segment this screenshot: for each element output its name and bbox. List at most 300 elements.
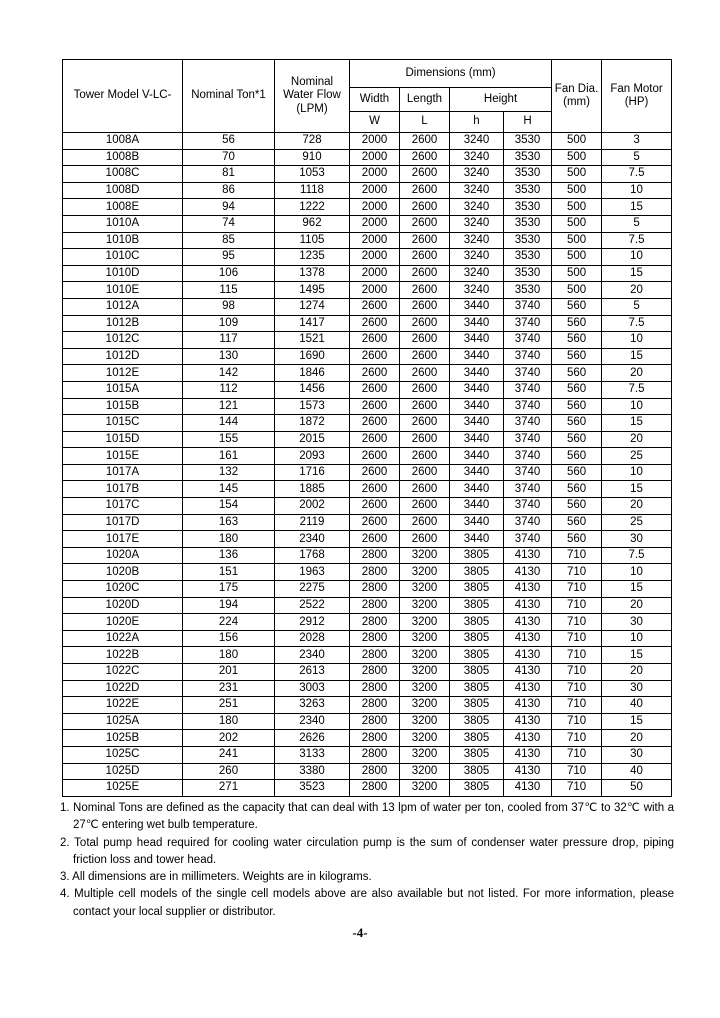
header-h-low: h [450,112,504,133]
cell-model: 1012D [63,348,183,365]
cell-water-flow: 1885 [275,481,350,498]
cell-length: 3200 [400,713,450,730]
cell-length: 3200 [400,564,450,581]
cell-height-H: 3530 [504,232,552,249]
cell-model: 1020A [63,547,183,564]
header-water-flow: Nominal Water Flow (LPM) [275,60,350,133]
cell-width: 2800 [350,614,400,631]
table-row [63,215,672,232]
cell-fan-motor: 20 [602,431,672,448]
cell-height-h: 3440 [450,381,504,398]
cell-fan-dia: 560 [552,398,602,415]
header-nominal-ton: Nominal Ton*1 [183,60,275,133]
table-row [63,664,672,681]
cell-model: 1010B [63,232,183,249]
cell-nominal-ton: 180 [183,531,275,548]
cell-height-H: 4130 [504,564,552,581]
cell-fan-motor: 15 [602,348,672,365]
table-row [63,166,672,183]
cell-height-h: 3440 [450,398,504,415]
cell-fan-motor: 20 [602,664,672,681]
cell-nominal-ton: 231 [183,680,275,697]
cell-width: 2000 [350,265,400,282]
table-row [63,713,672,730]
cell-height-H: 4130 [504,597,552,614]
cell-fan-motor: 20 [602,282,672,299]
cell-fan-motor: 15 [602,481,672,498]
cell-height-h: 3240 [450,282,504,299]
cell-model: 1012C [63,332,183,349]
cell-fan-motor: 15 [602,581,672,598]
cell-length: 3200 [400,547,450,564]
cell-height-h: 3240 [450,133,504,150]
cell-height-h: 3805 [450,597,504,614]
cell-height-h: 3440 [450,415,504,432]
cell-model: 1020E [63,614,183,631]
cell-length: 2600 [400,498,450,515]
cell-nominal-ton: 95 [183,249,275,266]
cell-length: 2600 [400,431,450,448]
cell-length: 2600 [400,448,450,465]
cell-water-flow: 2613 [275,664,350,681]
cell-width: 2600 [350,332,400,349]
table-row [63,282,672,299]
cell-fan-dia: 500 [552,199,602,216]
cell-width: 2000 [350,215,400,232]
cell-height-H: 3740 [504,365,552,382]
cell-model: 1017C [63,498,183,515]
cell-fan-motor: 20 [602,365,672,382]
cell-length: 2600 [400,315,450,332]
cell-width: 2600 [350,298,400,315]
cell-model: 1010C [63,249,183,266]
cell-width: 2000 [350,166,400,183]
cell-model: 1017E [63,531,183,548]
cell-water-flow: 1378 [275,265,350,282]
cell-model: 1025B [63,730,183,747]
cell-height-h: 3440 [450,514,504,531]
cell-model: 1022B [63,647,183,664]
cell-height-h: 3440 [450,431,504,448]
cell-width: 2800 [350,697,400,714]
cell-nominal-ton: 161 [183,448,275,465]
cell-width: 2000 [350,249,400,266]
cell-length: 3200 [400,664,450,681]
cell-fan-dia: 710 [552,547,602,564]
cell-height-h: 3805 [450,614,504,631]
cell-water-flow: 2340 [275,647,350,664]
cell-model: 1015D [63,431,183,448]
cell-fan-dia: 560 [552,381,602,398]
table-row [63,614,672,631]
cell-water-flow: 1573 [275,398,350,415]
cell-length: 2600 [400,282,450,299]
cell-fan-dia: 560 [552,448,602,465]
cell-height-H: 3740 [504,431,552,448]
cell-fan-dia: 710 [552,664,602,681]
cell-nominal-ton: 115 [183,282,275,299]
cell-length: 2600 [400,365,450,382]
cell-height-h: 3805 [450,746,504,763]
cell-water-flow: 1872 [275,415,350,432]
cell-length: 3200 [400,697,450,714]
cell-width: 2600 [350,514,400,531]
cell-nominal-ton: 202 [183,730,275,747]
cell-water-flow: 2002 [275,498,350,515]
cell-height-H: 4130 [504,780,552,797]
cell-fan-motor: 15 [602,713,672,730]
table-row [63,431,672,448]
cell-height-H: 3740 [504,415,552,432]
cell-fan-motor: 10 [602,249,672,266]
header-height: Height [450,88,552,112]
table-row [63,265,672,282]
cell-fan-motor: 30 [602,614,672,631]
cell-nominal-ton: 106 [183,265,275,282]
cell-width: 2800 [350,746,400,763]
table-row [63,647,672,664]
cell-fan-motor: 50 [602,780,672,797]
cell-height-h: 3805 [450,780,504,797]
cell-model: 1020B [63,564,183,581]
table-row [63,680,672,697]
cell-water-flow: 2275 [275,581,350,598]
cell-fan-motor: 30 [602,531,672,548]
cell-nominal-ton: 86 [183,182,275,199]
cell-length: 2600 [400,348,450,365]
cell-length: 3200 [400,680,450,697]
cell-height-H: 3740 [504,448,552,465]
cell-model: 1022C [63,664,183,681]
cell-nominal-ton: 260 [183,763,275,780]
cell-model: 1017B [63,481,183,498]
cell-fan-dia: 710 [552,647,602,664]
cell-height-H: 3530 [504,265,552,282]
cell-width: 2600 [350,481,400,498]
cell-model: 1015C [63,415,183,432]
cell-nominal-ton: 74 [183,215,275,232]
header-width: Width [350,88,400,112]
cell-water-flow: 2015 [275,431,350,448]
table-header [63,60,672,133]
cell-model: 1010E [63,282,183,299]
cell-water-flow: 2340 [275,713,350,730]
header-w: W [350,112,400,133]
cell-height-h: 3805 [450,581,504,598]
table-row [63,780,672,797]
table-row [63,746,672,763]
cell-length: 2600 [400,133,450,150]
cell-nominal-ton: 144 [183,415,275,432]
cell-fan-dia: 560 [552,298,602,315]
table-row [63,730,672,747]
cell-nominal-ton: 194 [183,597,275,614]
cell-model: 1025D [63,763,183,780]
cell-length: 3200 [400,647,450,664]
cell-fan-dia: 500 [552,282,602,299]
cell-height-H: 3530 [504,282,552,299]
table-row [63,630,672,647]
cell-water-flow: 728 [275,133,350,150]
cell-fan-dia: 710 [552,746,602,763]
footnotes [60,800,674,921]
table-row [63,315,672,332]
cell-model: 1010A [63,215,183,232]
page-number: -4- [352,925,368,940]
cell-length: 2600 [400,464,450,481]
cell-model: 1015B [63,398,183,415]
cell-fan-motor: 15 [602,265,672,282]
cell-length: 2600 [400,182,450,199]
cell-length: 3200 [400,597,450,614]
table-row [63,481,672,498]
cell-nominal-ton: 85 [183,232,275,249]
cell-length: 3200 [400,614,450,631]
cell-length: 2600 [400,215,450,232]
cell-width: 2600 [350,431,400,448]
cell-nominal-ton: 70 [183,149,275,166]
cell-water-flow: 1963 [275,564,350,581]
cell-water-flow: 2912 [275,614,350,631]
table-row [63,182,672,199]
cell-fan-dia: 710 [552,564,602,581]
cell-water-flow: 3523 [275,780,350,797]
cell-fan-dia: 710 [552,630,602,647]
cell-length: 2600 [400,415,450,432]
cell-fan-motor: 25 [602,448,672,465]
cell-width: 2600 [350,315,400,332]
cell-width: 2800 [350,597,400,614]
cell-height-h: 3805 [450,664,504,681]
cell-fan-dia: 500 [552,149,602,166]
cell-height-H: 3740 [504,298,552,315]
cell-nominal-ton: 81 [183,166,275,183]
cell-water-flow: 1222 [275,199,350,216]
cell-length: 3200 [400,763,450,780]
table-row [63,564,672,581]
cell-fan-dia: 710 [552,614,602,631]
cell-height-h: 3440 [450,315,504,332]
cell-width: 2000 [350,232,400,249]
cell-height-h: 3805 [450,647,504,664]
cell-model: 1012B [63,315,183,332]
table-row [63,514,672,531]
cell-fan-motor: 15 [602,647,672,664]
cell-fan-dia: 710 [552,581,602,598]
cell-length: 2600 [400,531,450,548]
cell-width: 2800 [350,581,400,598]
cell-nominal-ton: 180 [183,647,275,664]
cell-height-h: 3805 [450,680,504,697]
cell-width: 2600 [350,415,400,432]
cell-nominal-ton: 201 [183,664,275,681]
cell-fan-dia: 710 [552,730,602,747]
cell-water-flow: 3003 [275,680,350,697]
footnote: 2. Total pump head required for cooling water circulation pump is the sum of condenser water pressure drop, piping friction loss and tower head. [60,836,674,866]
cell-nominal-ton: 94 [183,199,275,216]
cell-length: 2600 [400,249,450,266]
header-h-high: H [504,112,552,133]
cell-model: 1025A [63,713,183,730]
table-row [63,381,672,398]
cell-width: 2600 [350,365,400,382]
cell-fan-motor: 25 [602,514,672,531]
cell-height-h: 3240 [450,249,504,266]
cell-water-flow: 2093 [275,448,350,465]
cell-width: 2600 [350,348,400,365]
cell-height-H: 4130 [504,680,552,697]
cell-fan-motor: 10 [602,464,672,481]
cell-nominal-ton: 271 [183,780,275,797]
cell-height-H: 4130 [504,730,552,747]
cell-fan-motor: 7.5 [602,381,672,398]
table-row [63,298,672,315]
cell-width: 2800 [350,680,400,697]
cell-fan-dia: 560 [552,315,602,332]
header-l: L [400,112,450,133]
cell-nominal-ton: 112 [183,381,275,398]
footnote: 3. All dimensions are in millimeters. Weights are in kilograms. [60,871,372,884]
cell-model: 1020D [63,597,183,614]
cell-model: 1008E [63,199,183,216]
cell-height-h: 3805 [450,547,504,564]
cell-fan-motor: 7.5 [602,315,672,332]
cell-fan-motor: 30 [602,680,672,697]
cell-length: 2600 [400,481,450,498]
cell-model: 1025C [63,746,183,763]
cell-width: 2600 [350,498,400,515]
cell-height-h: 3240 [450,232,504,249]
cell-height-H: 4130 [504,746,552,763]
cell-length: 2600 [400,232,450,249]
cell-height-H: 3530 [504,182,552,199]
cell-water-flow: 1417 [275,315,350,332]
cell-water-flow: 1274 [275,298,350,315]
cell-fan-motor: 5 [602,215,672,232]
cell-width: 2800 [350,630,400,647]
cell-height-H: 3740 [504,531,552,548]
footnote: 4. Multiple cell models of the single cell models above are also available but not listed. For more information, please contact your local supplier or distributor. [60,888,674,918]
cell-nominal-ton: 155 [183,431,275,448]
cell-length: 2600 [400,381,450,398]
cell-height-H: 3740 [504,481,552,498]
header-fan-motor: Fan Motor (HP) [602,60,672,133]
cell-height-h: 3805 [450,564,504,581]
cell-fan-motor: 3 [602,133,672,150]
cell-height-H: 3740 [504,348,552,365]
cell-width: 2000 [350,149,400,166]
table-row [63,199,672,216]
cell-height-h: 3805 [450,763,504,780]
cell-height-h: 3440 [450,332,504,349]
cell-fan-motor: 10 [602,182,672,199]
cell-model: 1008B [63,149,183,166]
cell-fan-dia: 500 [552,182,602,199]
cell-width: 2600 [350,381,400,398]
cell-fan-dia: 560 [552,348,602,365]
cell-width: 2800 [350,547,400,564]
header-tower-model: Tower Model V-LC- [63,60,183,133]
cell-nominal-ton: 98 [183,298,275,315]
cell-height-H: 4130 [504,581,552,598]
cell-height-h: 3805 [450,630,504,647]
cell-fan-dia: 500 [552,133,602,150]
cell-width: 2800 [350,730,400,747]
cell-model: 1015A [63,381,183,398]
cell-height-H: 3530 [504,249,552,266]
table-row [63,415,672,432]
cell-model: 1017A [63,464,183,481]
cell-nominal-ton: 117 [183,332,275,349]
cell-model: 1008D [63,182,183,199]
cell-nominal-ton: 251 [183,697,275,714]
cell-height-h: 3805 [450,697,504,714]
cell-height-h: 3440 [450,531,504,548]
table-row [63,398,672,415]
cell-nominal-ton: 132 [183,464,275,481]
cell-fan-dia: 560 [552,531,602,548]
cell-nominal-ton: 56 [183,133,275,150]
cell-water-flow: 2340 [275,531,350,548]
cell-fan-dia: 560 [552,431,602,448]
cell-model: 1012A [63,298,183,315]
table-row [63,547,672,564]
cell-nominal-ton: 156 [183,630,275,647]
cell-nominal-ton: 175 [183,581,275,598]
cell-nominal-ton: 130 [183,348,275,365]
cell-fan-motor: 10 [602,630,672,647]
cell-length: 3200 [400,780,450,797]
cell-fan-dia: 710 [552,680,602,697]
cell-nominal-ton: 136 [183,547,275,564]
cell-width: 2600 [350,398,400,415]
cell-width: 2000 [350,182,400,199]
table-row [63,332,672,349]
cell-water-flow: 1521 [275,332,350,349]
cell-width: 2800 [350,647,400,664]
cell-height-h: 3440 [450,481,504,498]
cell-nominal-ton: 180 [183,713,275,730]
cell-nominal-ton: 142 [183,365,275,382]
cell-height-H: 3740 [504,398,552,415]
table-row [63,498,672,515]
cell-nominal-ton: 145 [183,481,275,498]
table-row [63,232,672,249]
cell-nominal-ton: 121 [183,398,275,415]
cell-water-flow: 1768 [275,547,350,564]
cell-height-H: 3740 [504,381,552,398]
cell-fan-motor: 20 [602,498,672,515]
cell-height-H: 3740 [504,464,552,481]
cell-fan-motor: 20 [602,597,672,614]
cell-nominal-ton: 241 [183,746,275,763]
cell-fan-motor: 10 [602,332,672,349]
cell-model: 1008C [63,166,183,183]
table-row [63,348,672,365]
cell-water-flow: 1846 [275,365,350,382]
cell-water-flow: 2626 [275,730,350,747]
cell-water-flow: 1716 [275,464,350,481]
cell-fan-dia: 710 [552,697,602,714]
table-row [63,581,672,598]
cell-fan-dia: 560 [552,332,602,349]
cell-fan-motor: 15 [602,199,672,216]
cell-length: 2600 [400,265,450,282]
cell-fan-motor: 40 [602,697,672,714]
cell-water-flow: 2522 [275,597,350,614]
cell-length: 3200 [400,630,450,647]
cell-height-h: 3805 [450,713,504,730]
